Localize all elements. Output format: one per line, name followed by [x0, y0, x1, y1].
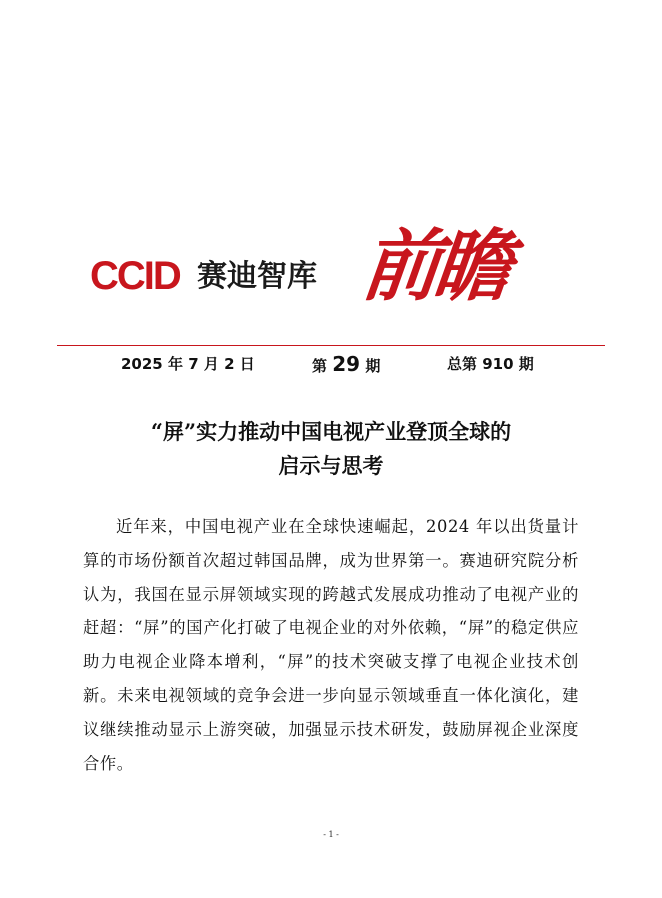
issue-total: 总第 910 期 [447, 355, 534, 373]
brand-name: 赛迪智库 [197, 259, 317, 294]
article-title-line2: 启示与思考 [278, 453, 384, 478]
ccid-logo-text: CCID [90, 254, 180, 298]
issue-date: 2025 年 7 月 2 日 [121, 355, 255, 373]
issue-number [312, 351, 380, 379]
article-paragraph: 近年来，中国电视产业在全球快速崛起，2024 年以出货量计算的市场份额首次超过韩国品牌，成为世界第一。赛迪研究院分析认为，我国在显示屏领域实现的跨越式发展成功推动了电视产业的赶超：“屏”的国产化打破了电视企业的对外依赖，“屏”的稳定供应助力电视企业降本增利，“屏”的技术突破支撑了电视企业技术创新。未来电视领域的竞争会进一步向显示领域垂直一体化演化，建议继续推动显示上游突破，加强显示技术研发，鼓励屏视企业深度合作。 [83, 517, 579, 773]
page-number: - 1 - [323, 830, 339, 839]
issue-number-prefix: 第 [312, 357, 328, 375]
issue-number-value: 29 [332, 352, 361, 376]
ccid-logo [90, 256, 180, 296]
article-title-line1: “屏”实力推动中国电视产业登顶全球的 [150, 419, 512, 444]
header-divider [57, 345, 605, 346]
issue-number-suffix: 期 [365, 357, 381, 375]
article-title [0, 415, 662, 483]
column-name-calligraphy: 前瞻 [357, 221, 511, 312]
issue-info [0, 351, 662, 377]
masthead [90, 221, 570, 328]
